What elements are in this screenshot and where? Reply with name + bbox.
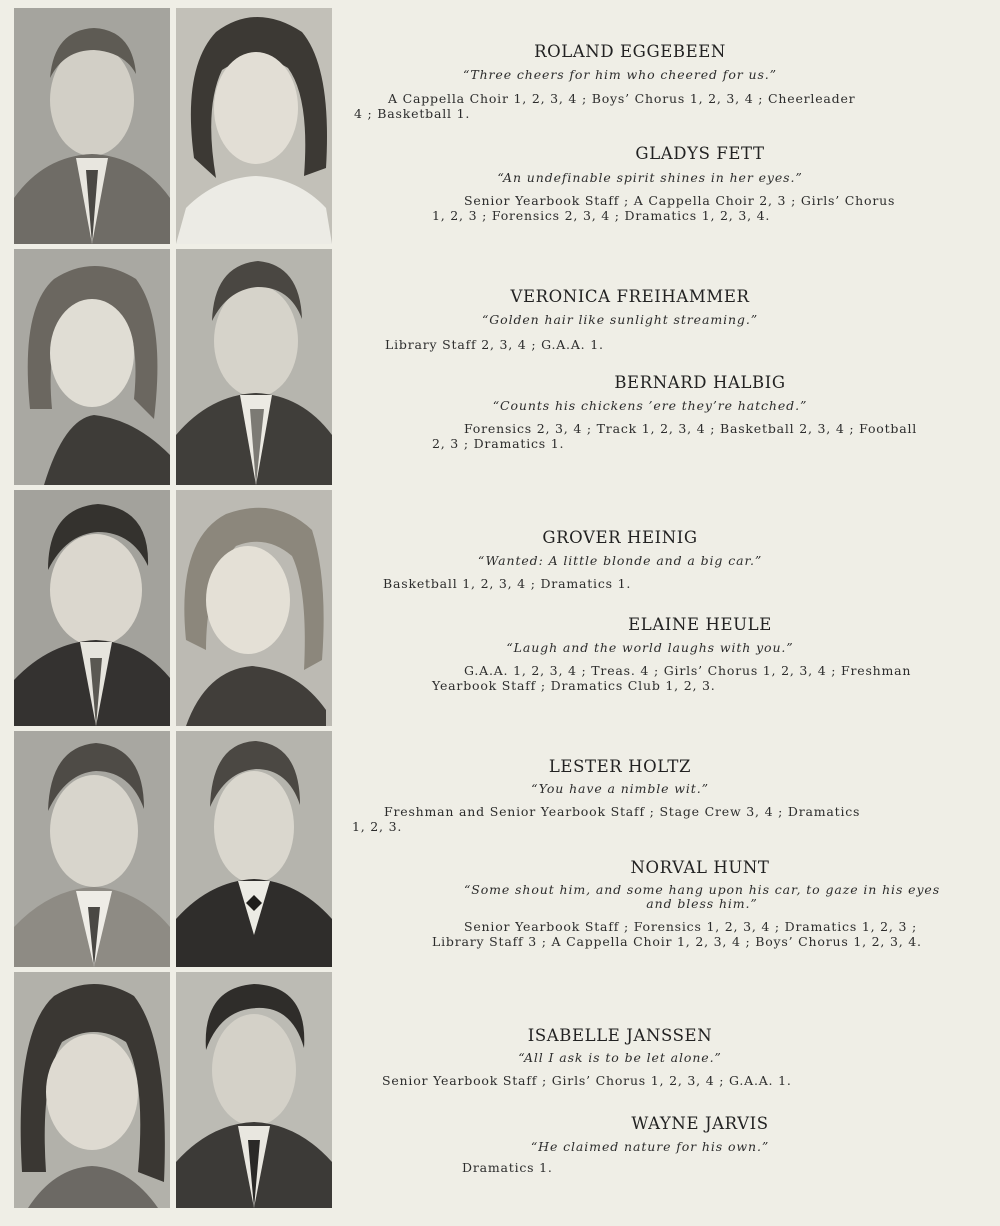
student-name: BERNARD HALBIG <box>614 373 786 392</box>
portrait-photo <box>176 8 332 244</box>
portrait-photo <box>14 490 170 726</box>
student-activities: Freshman and Senior Yearbook Staff ; Stage Crew 3, 4 ; Dramatics 1, 2, 3. <box>352 804 861 834</box>
student-quote: “Wanted: A little blonde and a big car.” <box>477 553 763 568</box>
student-name: NORVAL HUNT <box>630 858 770 877</box>
student-name: WAYNE JARVIS <box>631 1114 769 1133</box>
student-activities: A Cappella Choir 1, 2, 3, 4 ; Boys’ Chorus 1, 2, 3, 4 ; Cheerleader 4 ; Basketball 1. <box>354 91 856 121</box>
student-quote: “Laugh and the world laughs with you.” <box>506 640 794 655</box>
portrait-grid <box>14 8 334 1212</box>
portrait-photo <box>176 972 332 1208</box>
student-name: ELAINE HEULE <box>628 615 772 634</box>
student-quote: “Some shout him, and some hang upon his car, to gaze in his eyes <box>463 882 941 897</box>
student-name: GLADYS FETT <box>635 144 765 163</box>
portrait-photo <box>14 249 170 485</box>
portrait-photo <box>176 249 332 485</box>
student-name: LESTER HOLTZ <box>548 757 692 776</box>
portrait-photo <box>176 731 332 967</box>
student-quote-continued: and bless him.” <box>646 896 758 911</box>
student-quote: “You have a nimble wit.” <box>531 781 709 796</box>
portrait-photo <box>14 972 170 1208</box>
student-activities: Senior Yearbook Staff ; Forensics 1, 2, 3, 4 ; Dramatics 1, 2, 3 ; Library Staff 3 ; A Cappella Choir 1, 2, 3, 4 ; Boys’ Chorus 1, 2, 3, 4. <box>432 919 922 949</box>
portrait-photo <box>176 490 332 726</box>
student-quote: “An undefinable spirit shines in her eyes.” <box>497 170 803 185</box>
student-quote: “Golden hair like sunlight streaming.” <box>481 312 758 327</box>
student-activities: Basketball 1, 2, 3, 4 ; Dramatics 1. <box>383 576 632 591</box>
portrait-photo <box>14 8 170 244</box>
student-activities: Senior Yearbook Staff ; A Cappella Choir 2, 3 ; Girls’ Chorus 1, 2, 3 ; Forensics 2, 3, 4 ; Dramatics 1, 2, 3, 4. <box>432 193 896 223</box>
student-name: VERONICA FREIHAMMER <box>510 287 750 306</box>
student-name: ROLAND EGGEBEEN <box>534 42 726 61</box>
student-activities: Library Staff 2, 3, 4 ; G.A.A. 1. <box>385 337 604 352</box>
student-activities: Senior Yearbook Staff ; Girls’ Chorus 1, 2, 3, 4 ; G.A.A. 1. <box>382 1073 792 1088</box>
student-quote: “All I ask is to be let alone.” <box>518 1050 722 1065</box>
student-quote: “Three cheers for him who cheered for us.” <box>463 67 777 82</box>
student-activities: G.A.A. 1, 2, 3, 4 ; Treas. 4 ; Girls’ Chorus 1, 2, 3, 4 ; Freshman Yearbook Staff ; Dramatics Club 1, 2, 3. <box>432 663 912 693</box>
student-name: GROVER HEINIG <box>542 528 698 547</box>
student-activities: Dramatics 1. <box>462 1160 553 1175</box>
student-quote: “He claimed nature for his own.” <box>530 1139 770 1154</box>
student-name: ISABELLE JANSSEN <box>527 1026 713 1045</box>
student-quote: “Counts his chickens ’ere they’re hatched.” <box>492 398 808 413</box>
student-activities: Forensics 2, 3, 4 ; Track 1, 2, 3, 4 ; Basketball 2, 3, 4 ; Football 2, 3 ; Dramatics 1. <box>432 421 918 451</box>
portrait-photo <box>14 731 170 967</box>
